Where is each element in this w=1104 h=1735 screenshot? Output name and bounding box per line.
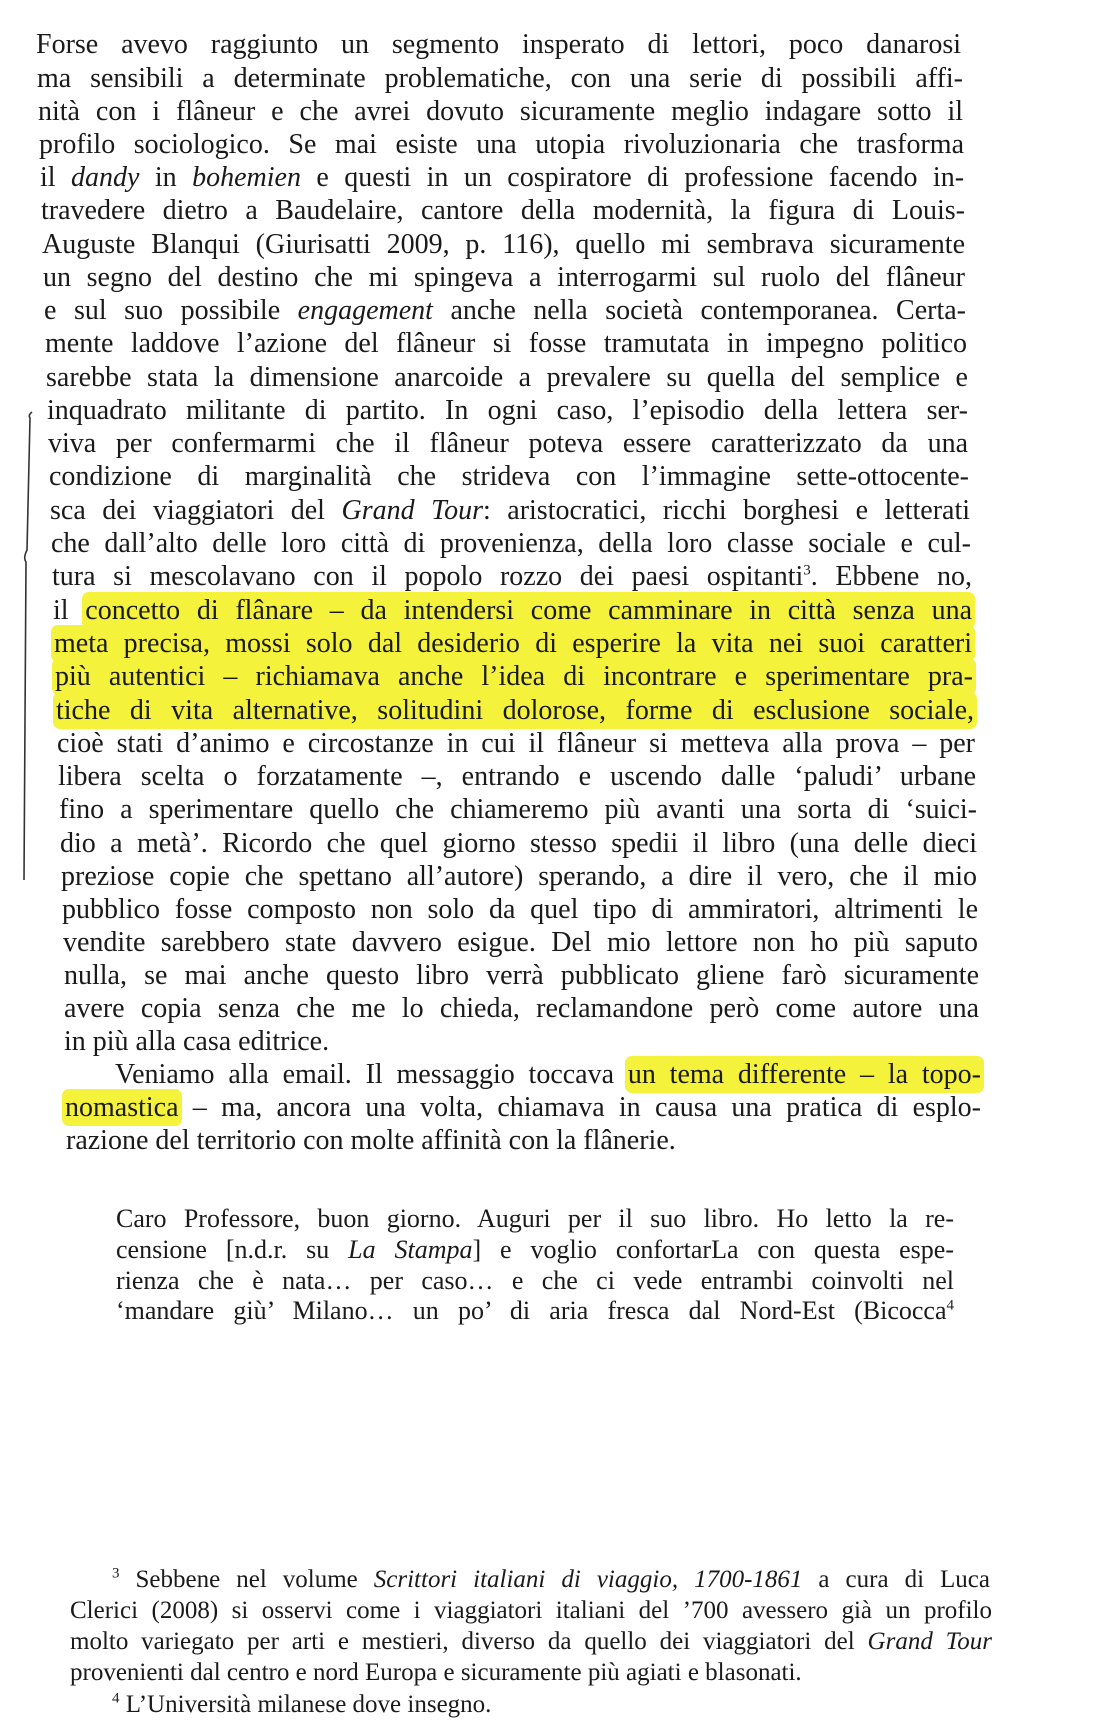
highlighted-passage: più autentici – richiamava anche l’idea di incontrare e sperimentare pra- [55, 661, 973, 692]
text-run: L’Università milanese dove insegno. [119, 1691, 492, 1718]
text-line: pubblico fosse composto non solo da quel tipo di ammiratori, altrimenti le [62, 894, 978, 925]
text-line [55, 660, 973, 694]
margin-pen-mark-icon [20, 410, 34, 890]
text-line: dio a metà’. Ricordo che quel giorno stesso spedii il libro (una delle dieci [60, 828, 977, 859]
quote-line [116, 1235, 954, 1265]
text-line [53, 594, 972, 628]
text-line: condizione di marginalità che strideva con l’immagine sette-ottocente- [49, 461, 969, 492]
text-line: sarebbe stata la dimensione anarcoide a prevalere su quella del semplice e [46, 362, 968, 393]
text-run: – ma, ancora una volta, chiamava in causa una pratica di esplo- [178, 1092, 981, 1123]
text-line: preziose copie che spettano all’autore) sperando, a dire il vero, che il mio [61, 861, 977, 892]
text-run: e questi in un cospiratore di professione facendo in- [300, 162, 965, 193]
text-line: vendite sarebbero state davvero esigue. Del mio lettore non ho più saputo [63, 927, 978, 958]
text-run: . Ebbene no, [810, 561, 973, 592]
italic-term-grand-tour: Grand Tour [867, 1628, 992, 1655]
footnote-number-4: 4 [112, 1690, 120, 1707]
text-line: che dall’alto delle loro città di provenienza, della loro classe sociale e cul- [51, 528, 971, 559]
text-line: Auguste Blanqui (Giurisatti 2009, p. 116), quello mi sembrava sicuramente [42, 229, 965, 260]
text-line [50, 494, 970, 528]
text-line [54, 627, 972, 661]
text-line: nità con i flâneur e che avrei dovuto sicuramente meglio indagare sotto il [38, 96, 963, 127]
highlighted-passage: tiche di vita alternative, solitudini dolorose, forme di esclusione sociale, [56, 695, 974, 726]
text-run: tura si mescolavano con il popolo rozzo dei paesi ospitanti [52, 561, 804, 592]
text-line: profilo sociologico. Se mai esiste una utopia rivoluzionaria che trasforma [39, 129, 964, 160]
quote-line [116, 1296, 954, 1326]
text-run: censione [n.d.r. su [116, 1235, 349, 1264]
text-line [52, 560, 972, 594]
footnote-line [112, 1690, 812, 1720]
footnote-line [112, 1565, 990, 1595]
footnote-number-3: 3 [112, 1565, 120, 1582]
footnote-ref-3[interactable]: 3 [803, 562, 811, 579]
italic-book-title: Scrittori italiani di viaggio, 1700-1861 [373, 1566, 803, 1593]
text-run: : aristocratici, ricchi borghesi e letterati [482, 495, 971, 526]
highlighted-passage: concetto di flânare – da intendersi come camminare in città senza una [85, 595, 972, 626]
text-run: ] e voglio confortarLa con questa espe- [472, 1235, 954, 1264]
italic-term-dandy: dandy [71, 162, 140, 193]
text-line: un segno del destino che mi spingeva a interrogarmi sul ruolo del flâneur [43, 262, 965, 293]
text-line: in più alla casa editrice. [64, 1026, 330, 1057]
text-run: in [139, 162, 193, 193]
quote-line: Caro Professore, buon giorno. Auguri per il suo libro. Ho letto la re- [116, 1204, 954, 1233]
text-line: fino a sperimentare quello che chiameremo più avanti una sorta di ‘suici- [59, 794, 977, 825]
text-run: Sebbene nel volume [119, 1566, 374, 1593]
text-run: a cura di Luca [802, 1566, 990, 1593]
italic-term-bohemien: bohemien [192, 162, 301, 193]
italic-term-la-stampa: La Stampa [348, 1235, 473, 1264]
text-line: nulla, se mai anche questo libro verrà pubblicato gliene farò sicuramente [64, 960, 979, 991]
italic-term-engagement: engagement [297, 295, 433, 326]
text-line: inquadrato militante di partito. In ogni caso, l’episodio della lettera ser- [47, 395, 968, 426]
text-run: ‘mandare giù’ Milano… un po’ di aria fresca dal Nord-Est (Bicocca [116, 1296, 947, 1325]
footnote-line [70, 1627, 992, 1657]
text-line: mente laddove l’azione del flâneur si fosse tramutata in impegno politico [45, 328, 967, 359]
text-run: molto variegato per arti e mestieri, diverso da quello dei viaggiatori del [70, 1628, 868, 1655]
text-line: Forse avevo raggiunto un segmento insperato di lettori, poco danarosi [36, 29, 961, 60]
text-line: travedere dietro a Baudelaire, cantore della modernità, la figura di Louis- [41, 195, 965, 226]
text-line [44, 294, 966, 328]
text-line: razione del territorio con molte affinità con la flânerie. [66, 1125, 676, 1156]
text-line [65, 1091, 981, 1125]
text-line: libera scelta o forzatamente –, entrando e uscendo dalle ‘paludi’ urbane [58, 761, 976, 792]
text-line: avere copia senza che me lo chieda, reclamandone però come autore una [64, 993, 979, 1024]
text-line: ma sensibili a determinate problematiche, con una serie di possibili affi- [37, 63, 963, 94]
text-run: sca dei viaggiatori del [50, 495, 342, 526]
footnote-line: Clerici (2008) si osservi come i viaggiatori italiani del ’700 avessero già un profilo [70, 1597, 992, 1624]
text-line [56, 694, 974, 728]
italic-term-grand-tour: Grand Tour [341, 495, 483, 526]
highlighted-passage: nomastica [65, 1092, 179, 1123]
highlighted-passage: meta precisa, mossi solo dal desiderio di esperire la vita nei suoi caratteri [54, 628, 972, 659]
text-run: anche nella società contemporanea. Certa- [432, 295, 966, 326]
highlighted-passage: un tema differente – la topo- [627, 1059, 981, 1090]
text-line [40, 161, 964, 195]
text-run: Veniamo alla email. Il messaggio toccava [115, 1059, 628, 1090]
quote-line: rienza che è nata… per caso… e che ci vede entrambi coinvolti nel [116, 1266, 954, 1295]
text-line [115, 1058, 981, 1092]
text-line: viva per confermarmi che il flâneur poteva essere caratterizzato da una [48, 428, 968, 459]
footnote-ref-4[interactable]: 4 [946, 1297, 954, 1314]
text-run: e sul suo possibile [44, 295, 298, 326]
text-run: il [40, 162, 72, 193]
footnote-line: provenienti dal centro e nord Europa e sicuramente più agiati e blasonati. [70, 1659, 802, 1686]
text-line: cioè stati d’animo e circostanze in cui il flâneur si metteva alla prova – per [57, 728, 975, 759]
text-run: il [53, 595, 86, 626]
